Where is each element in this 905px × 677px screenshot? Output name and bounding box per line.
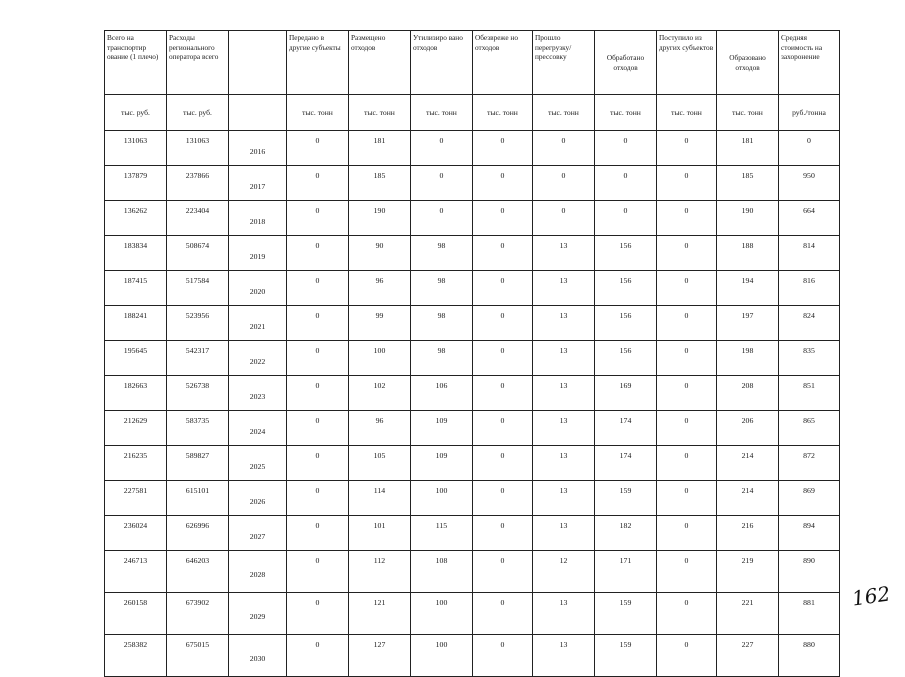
table-cell: 156 (595, 306, 657, 341)
year-cell: 2017 (229, 166, 287, 201)
table-cell: 174 (595, 411, 657, 446)
table-cell: 190 (717, 201, 779, 236)
table-cell: 114 (349, 481, 411, 516)
table-cell: 182 (595, 516, 657, 551)
table-cell: 212629 (105, 411, 167, 446)
table-cell: 872 (779, 446, 840, 481)
table-cell: 156 (595, 236, 657, 271)
table-cell: 98 (411, 236, 473, 271)
table-cell: 0 (287, 201, 349, 236)
table-cell: 589827 (167, 446, 229, 481)
table-cell: 197 (717, 306, 779, 341)
table-cell: 890 (779, 551, 840, 593)
table-cell: 96 (349, 271, 411, 306)
table-cell: 880 (779, 635, 840, 677)
table-cell: 187415 (105, 271, 167, 306)
table-cell: 0 (657, 411, 717, 446)
table-cell: 159 (595, 593, 657, 635)
table-cell: 214 (717, 481, 779, 516)
table-cell: 206 (717, 411, 779, 446)
unit-cell: тыс. тонн (595, 95, 657, 131)
table-cell: 664 (779, 201, 840, 236)
year-cell: 2016 (229, 131, 287, 166)
table-cell: 13 (533, 516, 595, 551)
table-cell: 0 (473, 306, 533, 341)
table-cell: 0 (473, 376, 533, 411)
table-cell: 13 (533, 271, 595, 306)
table-row (105, 341, 840, 376)
table-cell: 237866 (167, 166, 229, 201)
table-cell: 0 (657, 271, 717, 306)
table-cell: 0 (287, 376, 349, 411)
table-cell: 0 (287, 551, 349, 593)
table-cell: 188 (717, 236, 779, 271)
table-cell: 183834 (105, 236, 167, 271)
table-cell: 159 (595, 481, 657, 516)
table-cell: 171 (595, 551, 657, 593)
header-row (105, 31, 840, 95)
table-cell: 0 (287, 516, 349, 551)
table-cell: 0 (657, 593, 717, 635)
table-cell: 881 (779, 593, 840, 635)
table-cell: 0 (287, 271, 349, 306)
table-cell: 121 (349, 593, 411, 635)
table-cell: 0 (287, 236, 349, 271)
table-cell: 0 (287, 306, 349, 341)
table-cell: 13 (533, 376, 595, 411)
table-cell: 0 (411, 166, 473, 201)
table-cell: 137879 (105, 166, 167, 201)
table-cell: 0 (533, 166, 595, 201)
table-cell: 106 (411, 376, 473, 411)
table-cell: 214 (717, 446, 779, 481)
table-cell: 90 (349, 236, 411, 271)
table-cell: 227 (717, 635, 779, 677)
waste-data-table (104, 30, 840, 677)
table-cell: 0 (657, 131, 717, 166)
table-row (105, 236, 840, 271)
table-body (105, 131, 840, 677)
year-cell: 2018 (229, 201, 287, 236)
table-cell: 0 (287, 411, 349, 446)
table-cell: 236024 (105, 516, 167, 551)
unit-cell: тыс. тонн (473, 95, 533, 131)
table-cell: 13 (533, 236, 595, 271)
table-cell: 0 (287, 635, 349, 677)
table-cell: 13 (533, 306, 595, 341)
table-cell: 194 (717, 271, 779, 306)
table-cell: 950 (779, 166, 840, 201)
table-cell: 517584 (167, 271, 229, 306)
table-cell: 508674 (167, 236, 229, 271)
table-cell: 0 (657, 166, 717, 201)
table-cell: 109 (411, 446, 473, 481)
col-header-operator-expenses: Расходы регионального оператора всего (167, 31, 229, 95)
table-row (105, 376, 840, 411)
unit-cell: тыс. тонн (349, 95, 411, 131)
table-cell: 185 (349, 166, 411, 201)
table-row (105, 516, 840, 551)
table-row (105, 201, 840, 236)
table-cell: 102 (349, 376, 411, 411)
table-cell: 131063 (105, 131, 167, 166)
units-row (105, 95, 840, 131)
table-cell: 181 (349, 131, 411, 166)
table-cell: 223404 (167, 201, 229, 236)
table-cell: 626996 (167, 516, 229, 551)
unit-cell: тыс. тонн (411, 95, 473, 131)
table-cell: 816 (779, 271, 840, 306)
table-cell: 0 (779, 131, 840, 166)
col-header-transferred: Передано в другие субъекты (287, 31, 349, 95)
table-cell: 0 (287, 166, 349, 201)
table-cell: 0 (473, 131, 533, 166)
unit-cell: тыс. руб. (167, 95, 229, 131)
table-cell: 0 (657, 551, 717, 593)
year-cell: 2020 (229, 271, 287, 306)
table-cell: 169 (595, 376, 657, 411)
year-cell: 2023 (229, 376, 287, 411)
year-cell: 2028 (229, 551, 287, 593)
table-cell: 136262 (105, 201, 167, 236)
table-cell: 258382 (105, 635, 167, 677)
table-cell: 835 (779, 341, 840, 376)
year-cell: 2027 (229, 516, 287, 551)
table-cell: 105 (349, 446, 411, 481)
table-cell: 182663 (105, 376, 167, 411)
table-cell: 814 (779, 236, 840, 271)
table-cell: 0 (287, 593, 349, 635)
table-cell: 542317 (167, 341, 229, 376)
table-cell: 181 (717, 131, 779, 166)
table-cell: 98 (411, 271, 473, 306)
unit-cell: тыс. тонн (287, 95, 349, 131)
table-cell: 13 (533, 446, 595, 481)
col-header-year (229, 31, 287, 95)
col-header-placed: Размещено отходов (349, 31, 411, 95)
table-cell: 100 (349, 341, 411, 376)
col-header-avg-disposal-cost: Средняя стоимость на захоронение (779, 31, 840, 95)
table-row (105, 593, 840, 635)
unit-cell: руб./тонна (779, 95, 840, 131)
table-cell: 0 (411, 201, 473, 236)
table-row (105, 551, 840, 593)
table-cell: 0 (595, 131, 657, 166)
table-cell: 0 (657, 201, 717, 236)
col-header-utilized: Утилизиро вано отходов (411, 31, 473, 95)
table-cell: 100 (411, 635, 473, 677)
table-cell: 0 (473, 236, 533, 271)
table-cell: 0 (287, 481, 349, 516)
table-cell: 0 (473, 481, 533, 516)
table-cell: 583735 (167, 411, 229, 446)
table-cell: 96 (349, 411, 411, 446)
table-cell: 0 (473, 635, 533, 677)
table-cell: 0 (473, 271, 533, 306)
table-cell: 188241 (105, 306, 167, 341)
table-cell: 0 (657, 376, 717, 411)
unit-cell: тыс. тонн (533, 95, 595, 131)
table-cell: 0 (657, 306, 717, 341)
table-cell: 824 (779, 306, 840, 341)
table-row (105, 411, 840, 446)
year-cell: 2019 (229, 236, 287, 271)
table-cell: 13 (533, 341, 595, 376)
table-cell: 0 (657, 481, 717, 516)
table-cell: 0 (473, 593, 533, 635)
unit-cell: тыс. руб. (105, 95, 167, 131)
table-cell: 0 (473, 446, 533, 481)
table-cell: 894 (779, 516, 840, 551)
table-row (105, 271, 840, 306)
table-row (105, 635, 840, 677)
table-cell: 190 (349, 201, 411, 236)
year-cell: 2029 (229, 593, 287, 635)
table-cell: 100 (411, 481, 473, 516)
table-cell: 98 (411, 306, 473, 341)
table-cell: 615101 (167, 481, 229, 516)
table-cell: 198 (717, 341, 779, 376)
table-cell: 869 (779, 481, 840, 516)
table-cell: 99 (349, 306, 411, 341)
year-cell: 2025 (229, 446, 287, 481)
year-cell: 2022 (229, 341, 287, 376)
year-cell: 2024 (229, 411, 287, 446)
table-cell: 227581 (105, 481, 167, 516)
table-cell: 523956 (167, 306, 229, 341)
unit-cell: тыс. тонн (657, 95, 717, 131)
table-cell: 675015 (167, 635, 229, 677)
table-row (105, 306, 840, 341)
table-cell: 221 (717, 593, 779, 635)
table-cell: 98 (411, 341, 473, 376)
table-cell: 185 (717, 166, 779, 201)
table-cell: 156 (595, 341, 657, 376)
table-cell: 101 (349, 516, 411, 551)
table-cell: 219 (717, 551, 779, 593)
col-header-received: Поступило из других субъектов (657, 31, 717, 95)
unit-cell (229, 95, 287, 131)
col-header-reloaded: Прошло перегрузку/ прессовку (533, 31, 595, 95)
table-cell: 0 (657, 635, 717, 677)
table-cell: 109 (411, 411, 473, 446)
table-cell: 0 (595, 166, 657, 201)
table-cell: 174 (595, 446, 657, 481)
table-cell: 0 (657, 236, 717, 271)
table-cell: 0 (287, 446, 349, 481)
table-cell: 13 (533, 481, 595, 516)
table-cell: 156 (595, 271, 657, 306)
table-cell: 0 (533, 201, 595, 236)
handwritten-page-number: 162 (850, 581, 892, 611)
year-cell: 2021 (229, 306, 287, 341)
table-cell: 195645 (105, 341, 167, 376)
table-cell: 100 (411, 593, 473, 635)
table-cell: 0 (657, 516, 717, 551)
table-cell: 108 (411, 551, 473, 593)
table-cell: 13 (533, 411, 595, 446)
table-cell: 0 (657, 341, 717, 376)
table-cell: 0 (287, 131, 349, 166)
table-cell: 13 (533, 635, 595, 677)
table-cell: 0 (473, 516, 533, 551)
table-cell: 0 (287, 341, 349, 376)
table-cell: 159 (595, 635, 657, 677)
col-header-transport-cost: Всего на транспортир ование (1 плечо) (105, 31, 167, 95)
table-cell: 131063 (167, 131, 229, 166)
table-cell: 127 (349, 635, 411, 677)
table-cell: 115 (411, 516, 473, 551)
col-header-processed: Обработано отходов (595, 31, 657, 95)
table-cell: 216235 (105, 446, 167, 481)
table-row (105, 446, 840, 481)
table-row (105, 481, 840, 516)
table-cell: 208 (717, 376, 779, 411)
col-header-generated: Образовано отходов (717, 31, 779, 95)
table-cell: 112 (349, 551, 411, 593)
table-cell: 0 (595, 201, 657, 236)
table-cell: 0 (657, 446, 717, 481)
table-cell: 0 (473, 166, 533, 201)
table-cell: 260158 (105, 593, 167, 635)
table-cell: 0 (473, 341, 533, 376)
table-row (105, 166, 840, 201)
year-cell: 2030 (229, 635, 287, 677)
table-cell: 12 (533, 551, 595, 593)
year-cell: 2026 (229, 481, 287, 516)
table-cell: 0 (411, 131, 473, 166)
col-header-neutralized: Обезвреже но отходов (473, 31, 533, 95)
table-cell: 0 (473, 551, 533, 593)
table-cell: 646203 (167, 551, 229, 593)
table-cell: 13 (533, 593, 595, 635)
unit-cell: тыс. тонн (717, 95, 779, 131)
table-cell: 246713 (105, 551, 167, 593)
table-cell: 0 (533, 131, 595, 166)
table-cell: 526738 (167, 376, 229, 411)
table-cell: 673902 (167, 593, 229, 635)
table-cell: 216 (717, 516, 779, 551)
table-row (105, 131, 840, 166)
table-cell: 0 (473, 411, 533, 446)
table-cell: 865 (779, 411, 840, 446)
table-cell: 851 (779, 376, 840, 411)
table-cell: 0 (473, 201, 533, 236)
